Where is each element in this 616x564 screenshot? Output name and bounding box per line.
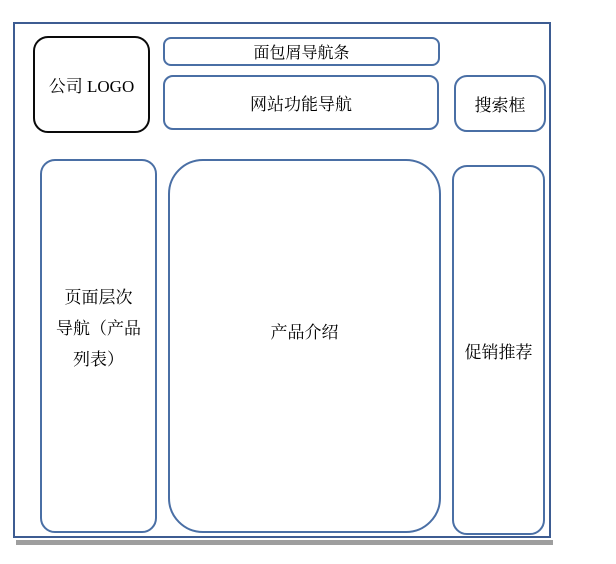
company-logo-box <box>33 36 150 133</box>
page-hierarchy-nav-line-1: 页面层次 <box>64 287 133 307</box>
page-hierarchy-nav-line-3: 列表） <box>73 349 124 369</box>
site-function-nav-label: 网站功能导航 <box>250 95 352 114</box>
promo-recommend-box <box>452 165 545 535</box>
page-hierarchy-nav-line-2: 导航（产品 <box>56 318 141 338</box>
breadcrumb-bar-box <box>163 37 440 66</box>
page-hierarchy-nav-box <box>40 159 157 533</box>
product-intro-label: 产品介绍 <box>270 322 339 342</box>
search-box <box>454 75 546 132</box>
company-logo-label: 公司 LOGO <box>48 77 135 96</box>
promo-recommend-label: 促销推荐 <box>464 342 533 362</box>
frame-bottom-shadow <box>16 540 553 545</box>
breadcrumb-bar-label: 面包屑导航条 <box>253 45 350 62</box>
site-function-nav-box <box>163 75 439 130</box>
product-intro-box <box>168 159 441 533</box>
search-box-label: 搜索框 <box>474 96 526 115</box>
